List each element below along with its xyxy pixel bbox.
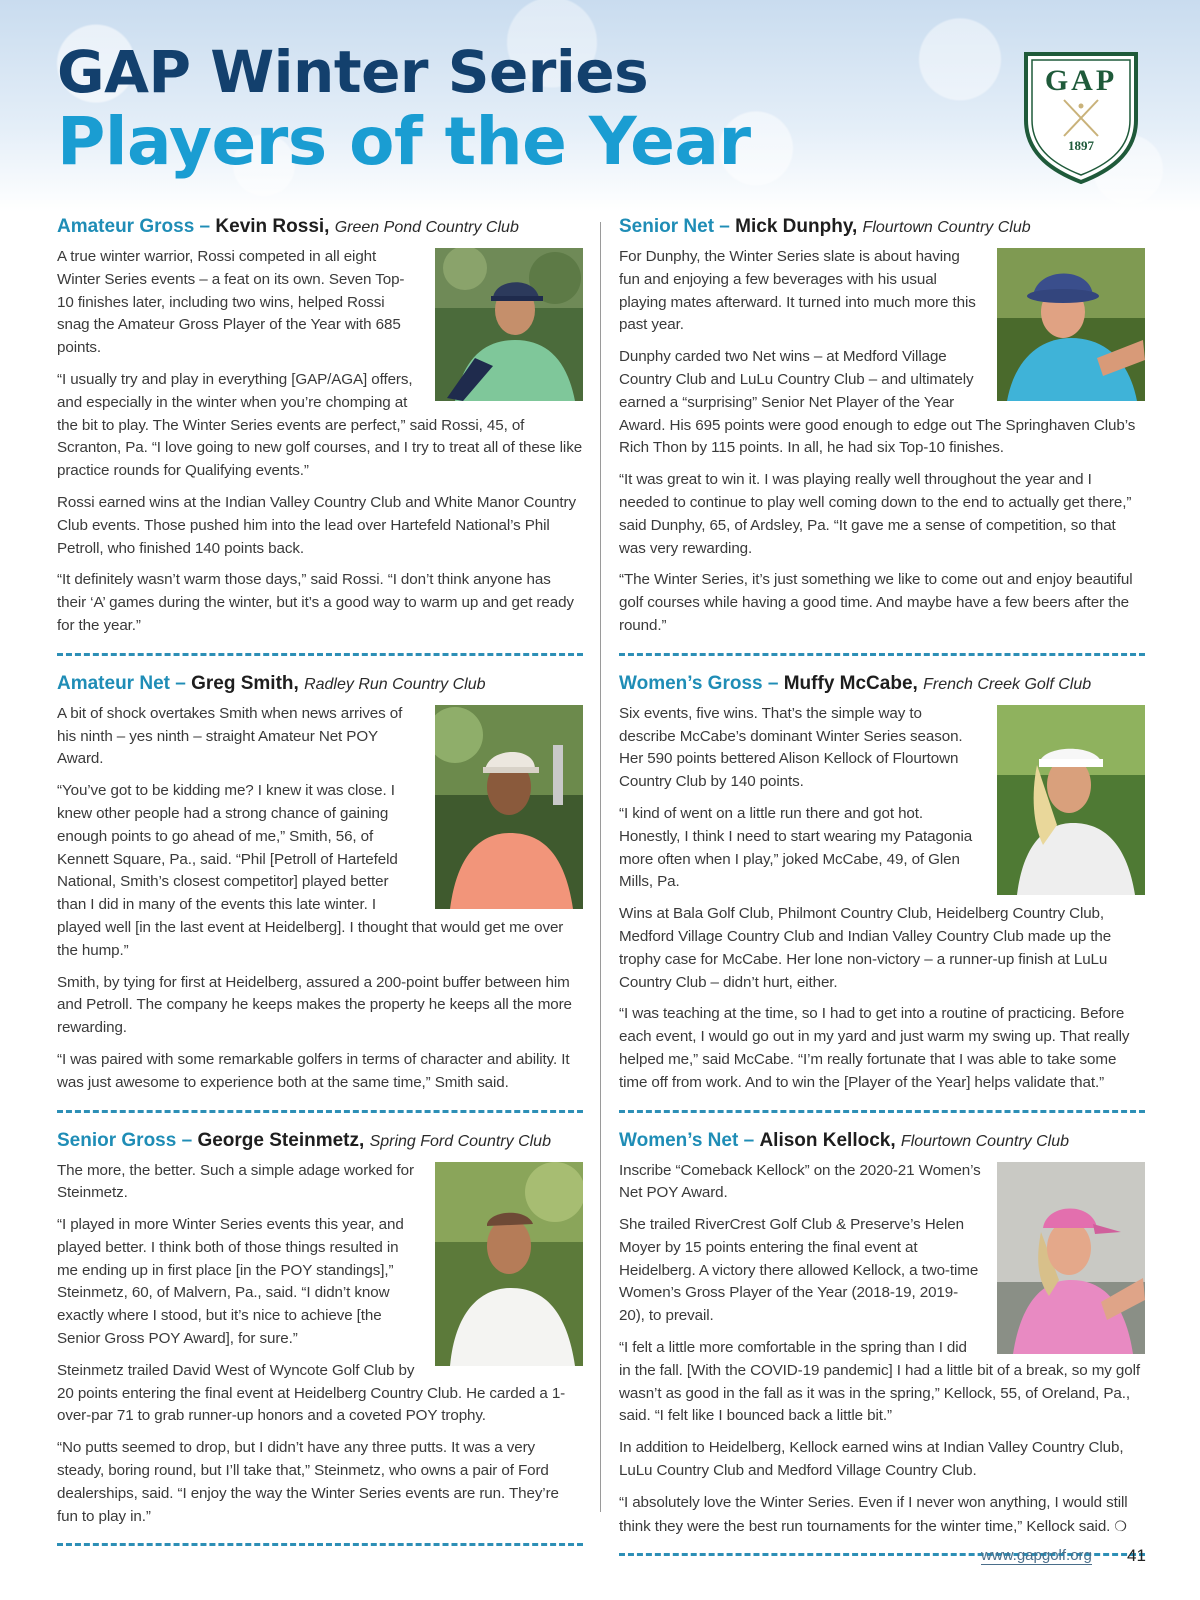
dashed-separator [57, 653, 583, 656]
paragraph: “It definitely wasn’t warm those days,” said Rossi. “I don’t think anyone has their ‘A’ games during the winter, but it’s a good way to warm up and get ready for the year.” [57, 571, 574, 634]
club-name: Green Pond Country Club [334, 219, 519, 236]
end-mark-icon: ❍ [1114, 1517, 1127, 1534]
paragraph: For Dunphy, the Winter Series slate is about having fun and enjoying a few beverages with his usual playing mates afterward. It turned into much more this past year. [619, 248, 976, 334]
paragraph: “I kind of went on a little run there and got hot. Honestly, I think I need to start wearing my Patagonia more often when I play,” joked McCabe, 49, of Glen Mills, Pa. [619, 804, 973, 891]
category-label: Senior Gross – [57, 1129, 193, 1151]
section-senior-net [619, 216, 1145, 638]
dashed-separator [57, 1543, 583, 1546]
golfer-photo-blue-bucket-hat [997, 248, 1145, 401]
club-name: Radley Run Country Club [304, 675, 486, 693]
section-amateur-gross [57, 216, 583, 638]
section-senior-gross [57, 1130, 583, 1529]
golfer-photo-green-shirt [435, 248, 583, 401]
section-heading [57, 673, 583, 695]
paragraph: “It was great to win it. I was playing really well throughout the year and I needed to continue to play well coming down to the end to actually get there,” said Dunphy, 65, of Ardsley, Pa. “It gave me a sense of competition, so that was very rewarding. [619, 471, 1132, 557]
dashed-separator [619, 653, 1145, 656]
paragraph: “I was paired with some remarkable golfers in terms of character and ability. It was just awesome to experience both at the same time,” Smith said. [57, 1050, 570, 1091]
section-heading [57, 216, 583, 238]
player-name: Muffy McCabe, [783, 672, 918, 694]
title-line2: Players of the Year [57, 103, 751, 180]
paragraph: Smith, by tying for first at Heidelberg, assured a 200-point buffer between him and Petroll. The company he keeps makes the property he keeps all the more rewarding. [57, 973, 572, 1037]
paragraph: Steinmetz trailed David West of Wyncote Golf Club by 20 points entering the final event at Heidelberg Country Club. He carded a 1-over-par 71 to grab runner-up honors and a coveted POY trophy. [57, 1361, 566, 1425]
page-number: 41 [1127, 1546, 1146, 1565]
category-label: Amateur Net – [57, 672, 186, 694]
club-name: Spring Ford Country Club [369, 1132, 551, 1150]
club-name: Flourtown Country Club [862, 219, 1031, 236]
dashed-separator [57, 1110, 583, 1113]
golfer-photo-pink-cap [997, 1162, 1145, 1354]
section-heading [57, 1130, 583, 1152]
section-heading [619, 1130, 1145, 1152]
footer-url-link[interactable]: www.gapgolf.org [981, 1547, 1092, 1564]
golfer-photo-white-shirt [435, 1162, 583, 1366]
paragraph: “No putts seemed to drop, but I didn’t have any three putts. It was a very steady, boring round, but I’ll take that,” Steinmetz, who owns a pair of Ford dealerships, said. “I enjoy the way the Winter Series events are run. They’re fun to play in.” [57, 1439, 559, 1525]
paragraph: She trailed RiverCrest Golf Club & Preserve’s Helen Moyer by 15 points entering the final event at Heidelberg. A victory there allowed Kellock, a two-time Women’s Gross Player of the Year (2018-19, 2019-20), to prevail. [619, 1216, 979, 1325]
paragraph: Six events, five wins. That’s the simple way to describe McCabe’s dominant Winter Series season. Her 590 points bettered Alison Kellock of Flourtown Country Club by 140 points. [619, 704, 963, 791]
player-name: Alison Kellock, [759, 1129, 896, 1151]
club-name: Flourtown Country Club [900, 1132, 1069, 1150]
paragraph: “I felt a little more comfortable in the spring than I did in the fall. [With the COVID-19 pandemic] I had a little bit of a break, so my golf wasn’t as good in the fall as it was in the spring,” Kellock, 55, of Oreland, Pa., said. “I felt like I bounced back a little bit.” [619, 1339, 1140, 1425]
paragraph: “You’ve got to be kidding me? I knew it was close. I knew other people had a strong chance of gaining enough points to go ahead of me,” Smith, 56, of Kennett Square, Pa., said. “Phil [Petroll of Hartefeld National, Smith’s closest competitor] played better than I did in many of the events this late winter. I played well [in the last event at Heidelberg]. I thought that would get me over the hump.” [57, 782, 564, 959]
paragraph: In addition to Heidelberg, Kellock earned wins at Indian Valley Country Club, LuLu Country Club and Medford Village Country Club. [619, 1439, 1124, 1480]
category-label: Senior Net – [619, 216, 730, 237]
paragraph: Inscribe “Comeback Kellock” on the 2020-21 Women’s Net POY Award. [619, 1161, 981, 1202]
paragraph: “I usually try and play in everything [GAP/AGA] offers, and especially in the winter when you’re chomping at the bit to play. The Winter Series events are perfect,” said Rossi, 45, of Scranton, Pa. “I love going to new golf courses, and I try to treat all of these like practice rounds for Qualifying events.” [57, 370, 583, 480]
gap-logo [1022, 50, 1140, 184]
title-line1: GAP Winter Series [57, 38, 649, 106]
paragraph: Dunphy carded two Net wins – at Medford Village Country Club and LuLu Country Club – and ultimately earned a “surprising” Senior Net Player of the Year Award. His 695 points were good enough to edge out The Springhaven Club’s Rich Thon by 115 points. In all, he had six Top-10 finishes. [619, 348, 1136, 457]
paragraph: Wins at Bala Golf Club, Philmont Country Club, Heidelberg Country Club, Medford Village Country Club and Indian Valley Country Club made up the trophy case for McCabe. Her lone non-victory – a runner-up finish at LuLu Country Club – didn’t hurt, either. [619, 905, 1112, 991]
player-name: Kevin Rossi, [215, 216, 330, 237]
player-name: George Steinmetz, [197, 1129, 365, 1151]
logo-year: 1897 [1068, 138, 1094, 153]
paragraph: A true winter warrior, Rossi competed in all eight Winter Series events – a feat on its own. Seven Top-10 finishes later, including two wins, helped Rossi snag the Amateur Gross Player of the Year with 685 points. [57, 248, 405, 357]
paragraph: The more, the better. Such a simple adage worked for Steinmetz. [57, 1161, 414, 1202]
left-column [57, 214, 583, 1563]
golfer-photo-salmon-shirt [435, 705, 583, 909]
logo-text: GAP [1044, 64, 1118, 97]
paragraph: “The Winter Series, it’s just something we like to come out and enjoy beautiful golf courses while having a good time. And maybe have a few beers after the round.” [619, 571, 1133, 634]
club-name: French Creek Golf Club [923, 675, 1092, 693]
section-womens-net [619, 1130, 1145, 1539]
player-name: Mick Dunphy, [735, 216, 858, 237]
header-banner [0, 0, 1200, 212]
golfer-photo-white-visor [997, 705, 1145, 895]
section-womens-gross [619, 673, 1145, 1095]
paragraph: Rossi earned wins at the Indian Valley Country Club and White Manor Country Club events. Those pushed him into the lead over Hartefeld National’s Phil Petroll, who finished 140 points back. [57, 493, 576, 557]
dashed-separator [619, 1110, 1145, 1113]
category-label: Women’s Gross – [619, 672, 779, 694]
paragraph: A bit of shock overtakes Smith when news arrives of his ninth – yes ninth – straight Amateur Net POY Award. [57, 704, 403, 768]
paragraph-text: “I absolutely love the Winter Series. Even if I never won anything, I would still think they were the best run tournaments for the winter time,” Kellock said. [619, 1493, 1128, 1535]
section-heading [619, 673, 1145, 695]
section-amateur-net [57, 673, 583, 1095]
paragraph: “I played in more Winter Series events this year, and played better. I think both of those things resulted in me ending up in first place [in the POY standings],” Steinmetz, 60, of Malvern, Pa., said. “I didn’t know exactly where I stood, but it’s nice to achieve [the Senior Gross POY Award], for sure.” [57, 1216, 404, 1348]
paragraph [619, 1492, 1145, 1539]
section-heading [619, 216, 1145, 238]
column-divider [600, 222, 601, 1512]
category-label: Amateur Gross – [57, 216, 211, 237]
paragraph: “I was teaching at the time, so I had to get into a routine of practicing. Before each event, I would go out in my yard and just warm my swing up. That really helped me,” said McCabe. “I’m really fortunate that I was able to take some time off from work. And to win the [Player of the Year] helps validate that.” [619, 1005, 1130, 1091]
right-column [619, 214, 1145, 1573]
category-label: Women’s Net – [619, 1129, 755, 1151]
player-name: Greg Smith, [191, 672, 299, 694]
